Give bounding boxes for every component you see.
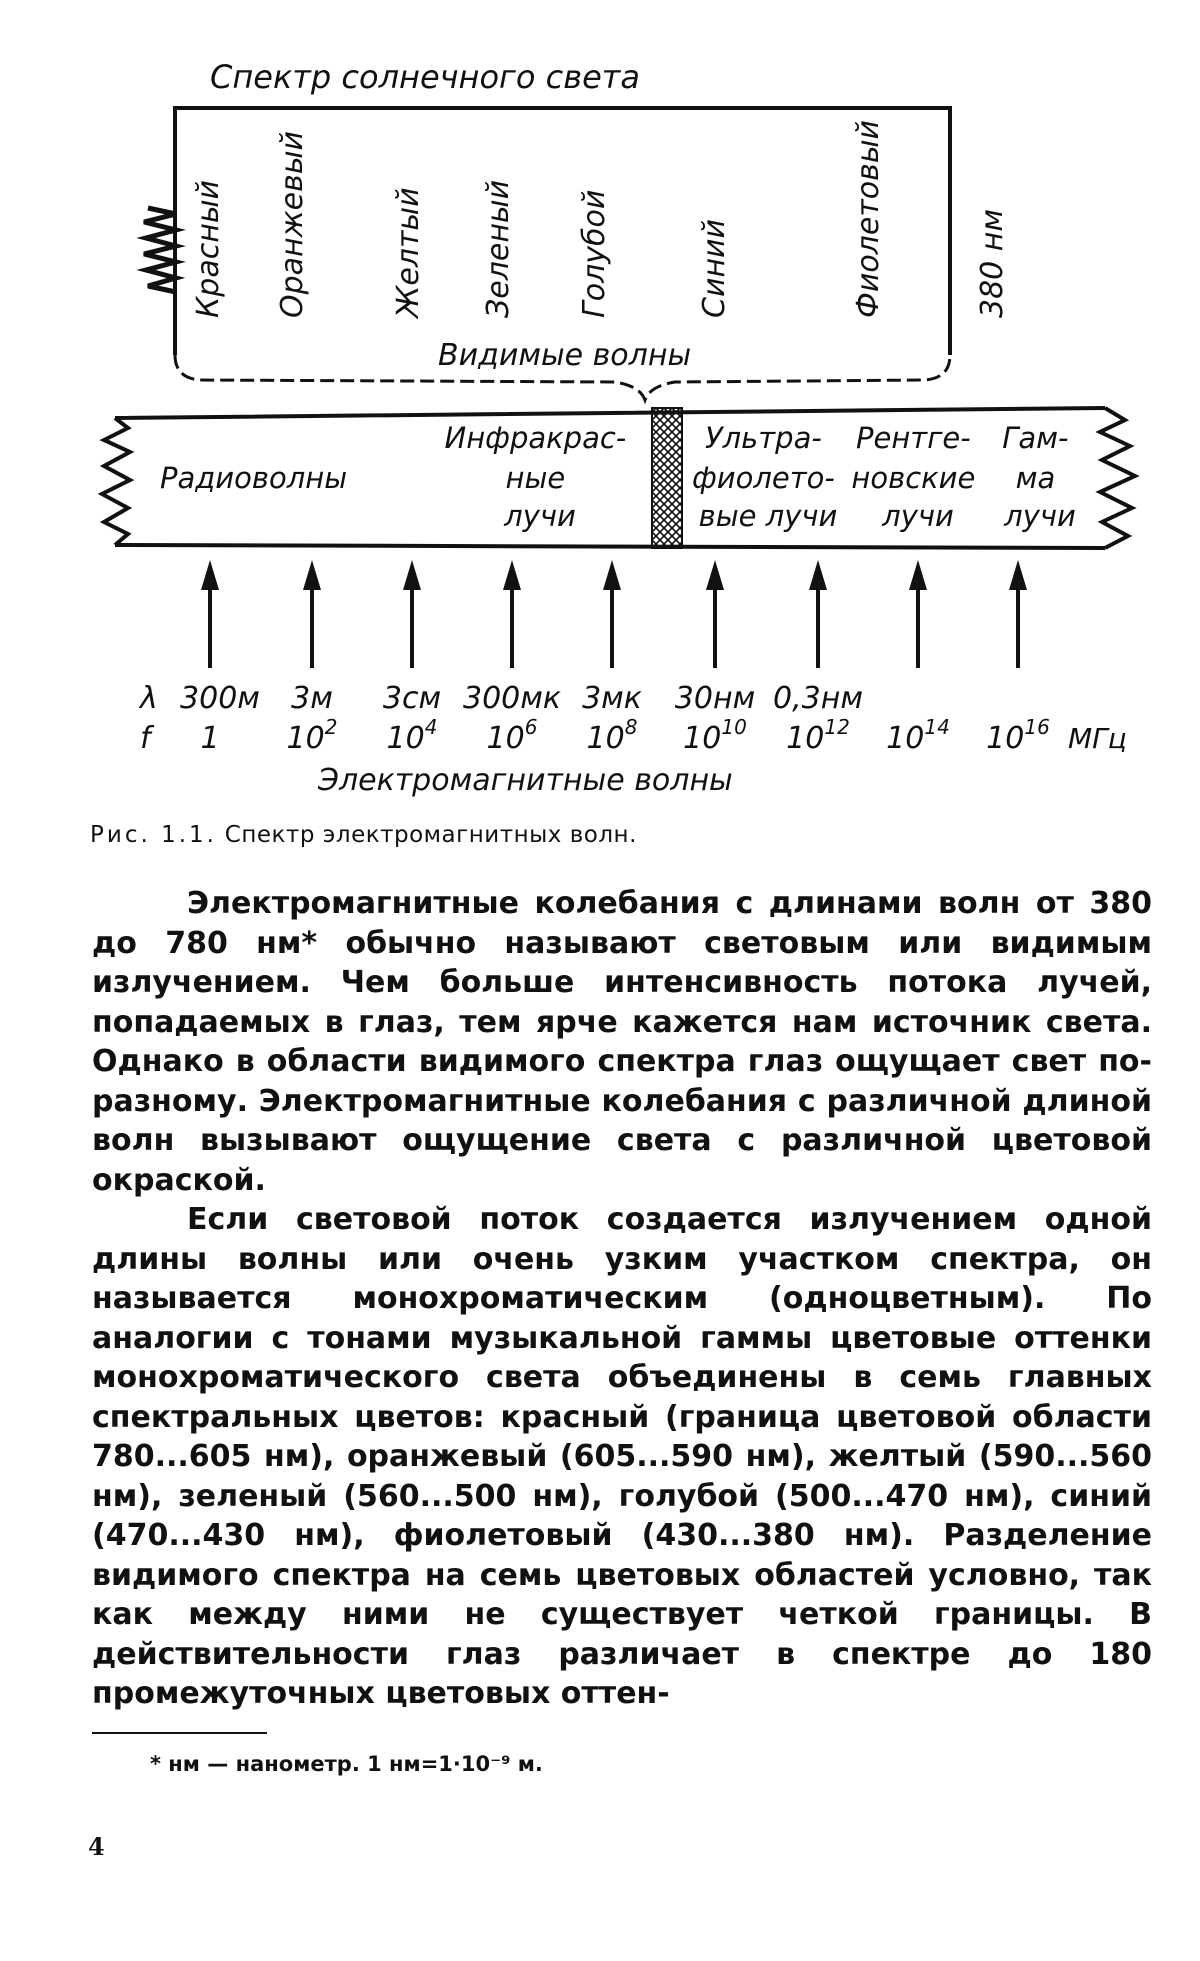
scale-symbols [138, 681, 158, 756]
visible-waves-label: Видимые волны [438, 338, 692, 373]
scale-arrow-head [706, 560, 724, 590]
wavelength-label: 3м [291, 681, 333, 716]
color-label-blue: Синий [697, 218, 732, 318]
frequency-label: $10^8$ [586, 715, 638, 756]
figure-caption [90, 822, 637, 848]
footnote-rule [92, 1732, 267, 1734]
frequency-labels [200, 715, 1049, 756]
color-label-violet: Фиолетовый [851, 119, 886, 318]
color-label-green: Зеленый [481, 179, 516, 318]
band-labels [160, 421, 1078, 533]
visible-band-hatched-strip [652, 408, 682, 548]
frequency-symbol: f [140, 721, 151, 756]
wavelength-label: 3мк [582, 681, 642, 716]
color-label-orange: Оранжевый [275, 130, 310, 318]
frequency-label: $10^4$ [386, 715, 438, 756]
page-number: 4 [88, 1832, 105, 1861]
wavelength-labels [180, 681, 863, 716]
wavelength-label: 300м [180, 681, 260, 716]
wavelength-label: 3см [382, 681, 442, 716]
band-label-xray: Рентге- новские лучи [851, 421, 976, 533]
band-label-ultraviolet: Ультра- фиолето- вые лучи [691, 421, 838, 533]
figure-caption-text: Спектр электромагнитных волн. [224, 822, 637, 848]
frequency-label: $10^{14}$ [886, 715, 950, 756]
frequency-label: $10^2$ [286, 715, 338, 756]
visible-color-labels [191, 120, 1010, 320]
visible-limit-label: 380 нм [975, 208, 1010, 318]
paragraph-2: Если световой поток создается излучением одной длины волны или очень узким участком спектра, он называется монохроматическим (одноцветным). По аналогии с тонами музыкальной гаммы цветовые оттенки монохроматического света объединены в семь главных спектральных цветов: красный (граница цветовой области 780...605 нм), оранжевый (605...590 нм), желтый (590...560 нм), зеленый (560...500 нм), голубой (500...470 нм), синий (470...430 нм), фиолетовый (430...380 нм). Разделение видимого спектра на семь цветовых областей условно, так как между ними не существует четкой границы. В действительности глаз различает в спектре до 180 промежуточных цветовых оттен- [92, 1202, 1152, 1711]
footnote: * нм — нанометр. 1 нм=1·10⁻⁹ м. [150, 1752, 543, 1776]
color-label-yellow: Желтый [391, 187, 426, 318]
frequency-unit: МГц [1068, 722, 1127, 755]
scale-arrow-head [403, 560, 421, 590]
scale-arrow-head [1009, 560, 1027, 590]
body-text [92, 884, 1152, 1714]
scale-arrow-head [603, 560, 621, 590]
frequency-label: $10^{16}$ [986, 715, 1050, 756]
band-label-radio: Радиоволны [160, 461, 348, 495]
frequency-label: $10^{10}$ [683, 715, 747, 756]
scale-arrow-head [303, 560, 321, 590]
frequency-label: $10^{12}$ [786, 715, 850, 756]
red-end-jagged-mark [144, 208, 176, 292]
band-label-infrared: Инфракрас- ные лучи [444, 421, 627, 533]
scale-arrow-head [201, 560, 219, 590]
wavelength-label: 0,3нм [773, 681, 863, 716]
lambda-symbol: λ [140, 681, 158, 716]
paragraph-1: Электромагнитные колебания с длинами волн от 380 до 780 нм* обычно называют световым или видимым излучением. Чем больше интенсивность потока лучей, попадаемых в глаз, тем ярче кажется нам источник света. Однако в области видимого спектра глаз ощущает свет по-разному. Электромагнитные колебания с различной длиной волн вызывают ощущение света с различной цветовой окраской. [92, 886, 1152, 1198]
scale-arrow-head [503, 560, 521, 590]
solar-spectrum-title: Спектр солнечного света [210, 58, 640, 96]
color-label-red: Красный [191, 179, 226, 318]
spectrum-right-jagged-edge [1100, 408, 1135, 548]
scale-arrows [201, 560, 1027, 668]
em-waves-label: Электромагнитные волны [318, 763, 733, 798]
electromagnetic-spectrum-figure [0, 0, 1200, 820]
band-label-gamma: Гам- ма лучи [1002, 421, 1076, 533]
frequency-label: $10^6$ [486, 715, 538, 756]
wavelength-label: 300мк [462, 681, 562, 716]
scale-arrow-head [909, 560, 927, 590]
figure-caption-label: Рис. 1.1. [90, 822, 217, 848]
scale-arrow-head [809, 560, 827, 590]
spectrum-left-jagged-edge [102, 418, 130, 545]
color-label-light-blue: Голубой [577, 189, 612, 318]
frequency-label: 1 [200, 721, 220, 756]
wavelength-label: 30нм [674, 681, 756, 716]
